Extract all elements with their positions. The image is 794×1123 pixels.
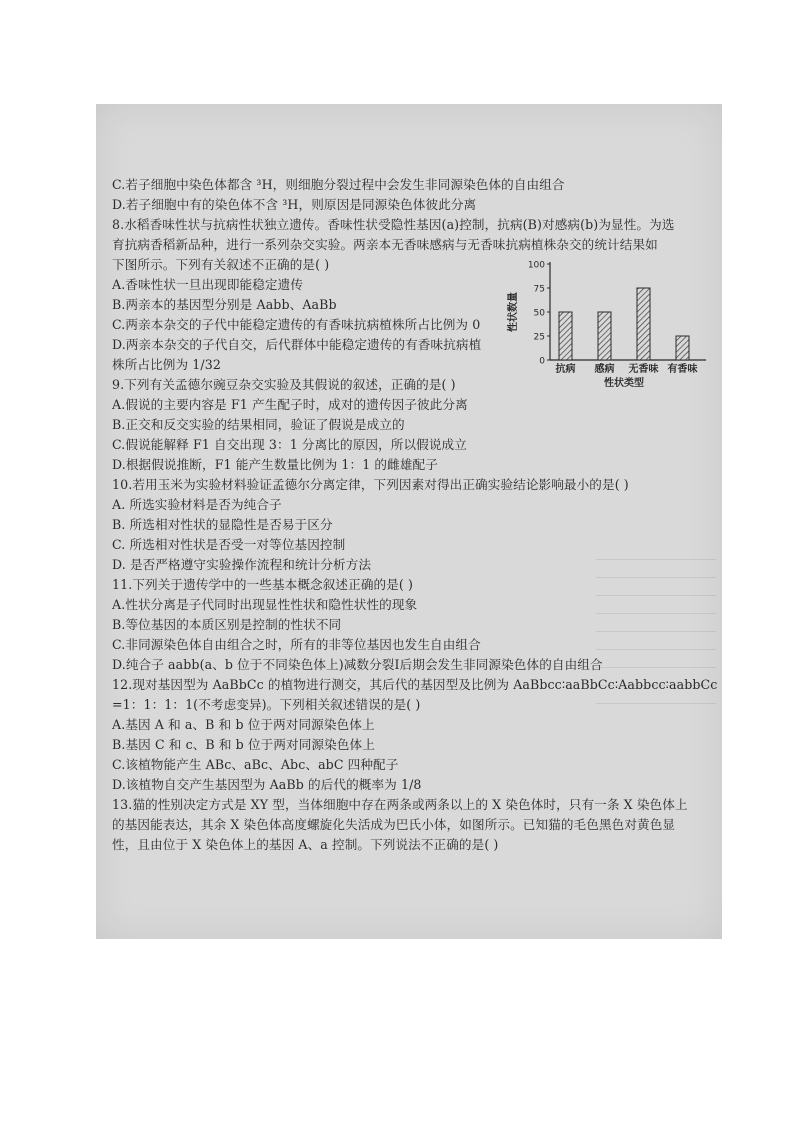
text-line: D.两亲本杂交的子代自交，后代群体中能稳定遗传的有香味抗病植	[112, 337, 482, 352]
text-line: D.该植物自交产生基因型为 AaBb 的后代的概率为 1/8	[112, 777, 422, 792]
bar	[676, 336, 689, 360]
y-tick-label: 50	[533, 308, 545, 319]
exam-sheet	[96, 104, 722, 939]
text-line: C.两亲本杂交的子代中能稳定遗传的有香味抗病植株所占比例为 0	[112, 317, 481, 332]
text-line: A.假说的主要内容是 F1 产生配子时，成对的遗传因子彼此分离	[112, 397, 468, 412]
x-tick-label: 无香味	[628, 364, 659, 375]
bar-chart	[506, 256, 711, 388]
text-line: C.该植物能产生 ABc、aBc、Abc、abC 四种配子	[112, 757, 399, 772]
text-line: 13.猫的性别决定方式是 XY 型，当体细胞中存在两条或两条以上的 X 染色体时，只有一条 X 染色体上	[112, 797, 688, 812]
text-line: A.基因 A 和 a、B 和 b 位于两对同源染色体上	[112, 717, 375, 732]
text-line: 下图所示。下列有关叙述不正确的是( )	[112, 257, 330, 272]
y-axis-label: 性状数量	[508, 292, 519, 332]
bar	[637, 288, 650, 360]
text-line: 11.下列关于遗传学中的一些基本概念叙述正确的是( )	[112, 577, 414, 592]
x-tick-label: 感病	[594, 364, 615, 375]
text-line: 性，且由位于 X 染色体上的基因 A、a 控制。下列说法不正确的是( )	[112, 837, 499, 852]
text-line: A.性状分离是子代同时出现显性性状和隐性状性的现象	[112, 597, 418, 612]
text-line: 的基因能表达，其余 X 染色体高度螺旋化失活成为巴氏小体，如图所示。已知猫的毛色黑色对黄色显	[112, 817, 676, 832]
text-line: 株所占比例为 1/32	[112, 357, 221, 372]
y-tick-label: 25	[533, 332, 545, 343]
text-line: =1：1：1：1(不考虑变异)。下列相关叙述错误的是( )	[112, 697, 421, 712]
x-axis-label: 性状类型	[604, 378, 644, 388]
x-tick-label: 抗病	[555, 364, 576, 375]
x-tick-label: 有香味	[667, 364, 698, 375]
text-line: D.若子细胞中有的染色体不含 ³H，则原因是同源染色体彼此分离	[112, 197, 477, 212]
text-line: C.若子细胞中染色体都含 ³H，则细胞分裂过程中会发生非同源染色体的自由组合	[112, 177, 565, 192]
text-line: C.假说能解释 F1 自交出现 3：1 分离比的原因，所以假说成立	[112, 437, 467, 452]
bleed-through-shadow	[596, 544, 716, 704]
y-tick-label: 0	[539, 356, 545, 367]
text-line: A. 所选实验材料是否为纯合子	[112, 497, 282, 512]
text-line: B.基因 C 和 c、B 和 b 位于两对同源染色体上	[112, 737, 375, 752]
text-line: C. 所选相对性状是否受一对等位基因控制	[112, 537, 346, 552]
text-line: 9.下列有关孟德尔豌豆杂交实验及其假说的叙述，正确的是( )	[112, 377, 456, 392]
text-line: B.正交和反交实验的结果相同，验证了假说是成立的	[112, 417, 405, 432]
text-line: 12.现对基因型为 AaBbCc 的植物进行测交，其后代的基因型及比例为 AaBbcc∶aaBbCc∶Aabbcc∶aabbCc	[112, 677, 718, 692]
text-line: D. 是否严格遵守实验操作流程和统计分析方法	[112, 557, 372, 572]
text-line: A.香味性状一旦出现即能稳定遗传	[112, 277, 304, 292]
bar	[559, 312, 572, 360]
text-line: B.等位基因的本质区别是控制的性状不同	[112, 617, 342, 632]
y-tick-label: 100	[527, 260, 545, 271]
text-line: 育抗病香稻新品种，进行一系列杂交实验。两亲本无香味感病与无香味抗病植株杂交的统计结果如	[112, 237, 658, 252]
text-line: B.两亲本的基因型分别是 Aabb、AaBb	[112, 297, 337, 312]
bar	[598, 312, 611, 360]
text-line: D.纯合子 aabb(a、b 位于不同染色体上)减数分裂Ⅰ后期会发生非同源染色体的自由组合	[112, 657, 603, 672]
text-line: C.非同源染色体自由组合之时，所有的非等位基因也发生自由组合	[112, 637, 481, 652]
text-line: B. 所选相对性状的显隐性是否易于区分	[112, 517, 333, 532]
text-line: 8.水稻香味性状与抗病性状独立遗传。香味性状受隐性基因(a)控制，抗病(B)对感病(b)为显性。为选	[112, 217, 675, 232]
text-line: 10.若用玉米为实验材料验证孟德尔分离定律，下列因素对得出正确实验结论影响最小的是( )	[112, 477, 629, 492]
text-line: D.根据假说推断，F1 能产生数量比例为 1：1 的雌雄配子	[112, 457, 438, 472]
y-tick-label: 75	[533, 284, 545, 295]
